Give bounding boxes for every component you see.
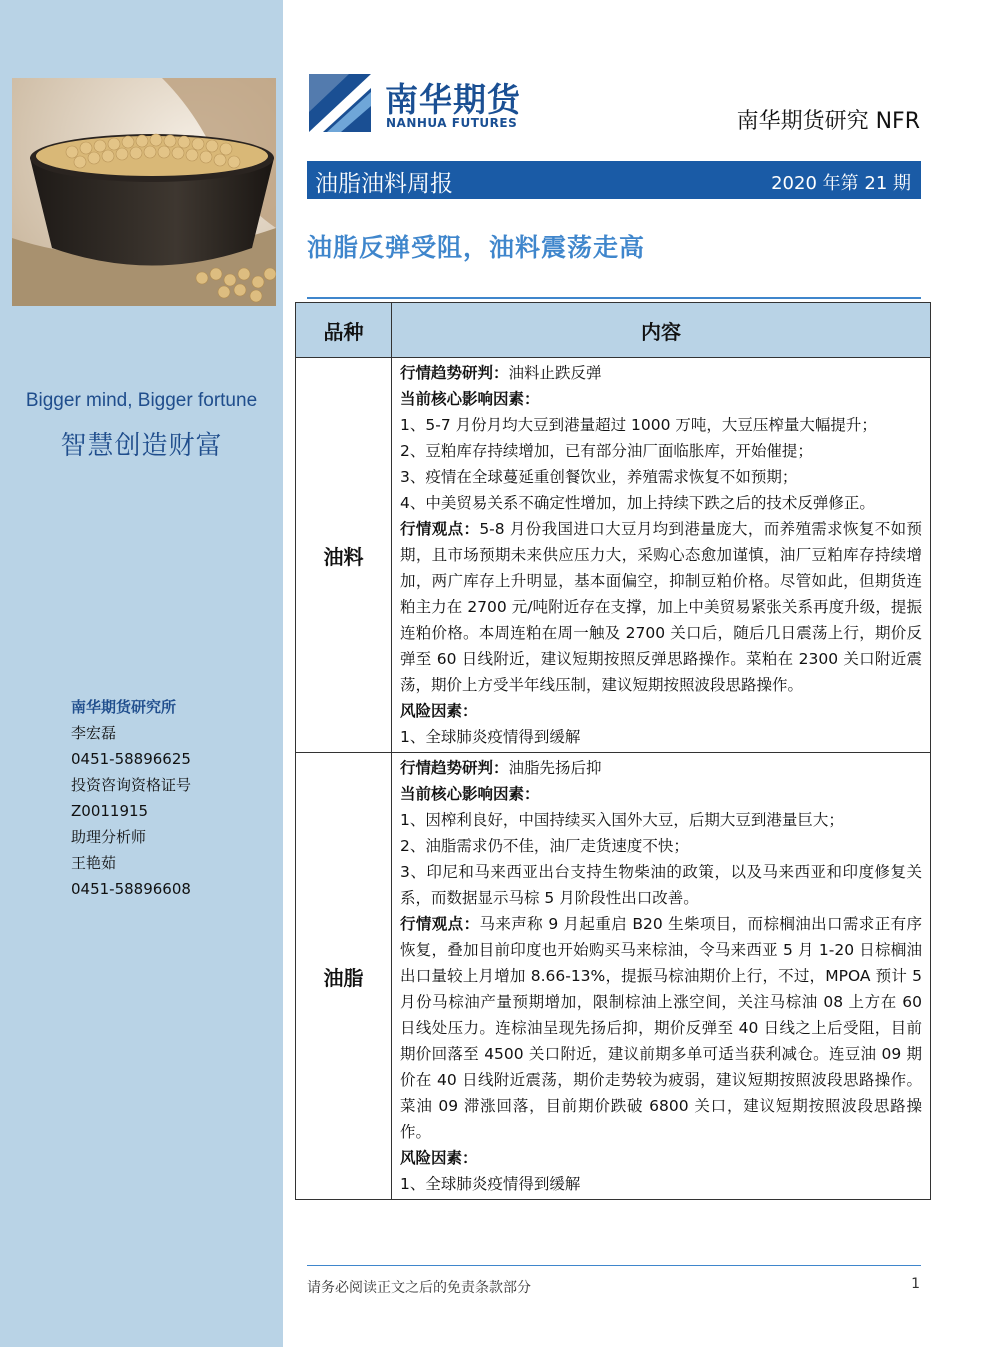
factor-item: 2、豆粕库存持续增加，已有部分油厂面临胀库，开始催提；	[400, 442, 813, 460]
factor-item: 2、油脂需求仍不佳，油厂走货速度不快；	[400, 837, 689, 855]
analyst-line: Z0011915	[71, 802, 149, 820]
content-cell	[392, 358, 931, 753]
analyst-line: 投资咨询资格证号	[71, 776, 192, 794]
trend-label: 行情趋势研判：	[400, 364, 509, 382]
view-text: 马来声称 9 月起重启 B20 生柴项目，而棕榈油出口需求正有序恢复，叠加目前印度也开始购买马来棕油，令马来西亚 5 月 1-20 日棕榈油出口量较上月增加 8.66-13%，提振马棕油期价上行，不过，MPOA 预计 5 月份马棕油产量预期增加，限制棕油上涨空间，关注马棕油 08 上方在 60 日线处压力。连棕油呈现先扬后抑，期价反弹至 40 日线之上后受阻，目前期价回落至 4500 关口附近，建议前期多单可适当获利减仓。连豆油 09 期价在 40 日线附近震荡，期价走势较为疲弱，建议短期按照波段思路操作。菜油 09 滞涨回落，目前期价跌破 6800 关口，建议短期按照波段思路操作。	[400, 915, 922, 1141]
view-paragraph	[400, 516, 922, 698]
divider	[307, 297, 921, 299]
trend-text: 油料止跌反弹	[508, 364, 602, 382]
disclaimer-note: 请务必阅读正文之后的免责条款部分	[307, 1280, 531, 1296]
summary-table	[295, 302, 931, 1200]
risk-label: 风险因素：	[400, 702, 478, 720]
content-cell	[392, 753, 931, 1200]
view-paragraph	[400, 911, 922, 1145]
risk-item: 1、全球肺炎疫情得到缓解	[400, 1175, 581, 1193]
analyst-line: 李宏磊	[71, 724, 117, 742]
report-title-bar	[307, 161, 921, 199]
trend-text: 油脂先扬后抑	[508, 759, 602, 777]
institute-name: 南华期货研究所	[71, 698, 177, 716]
factor-item: 1、因榨利良好，中国持续买入国外大豆，后期大豆到港量巨大；	[400, 811, 844, 829]
analyst-line: 助理分析师	[71, 828, 147, 846]
variety-cell: 油脂	[296, 753, 392, 1200]
org-name: 南华期货研究 NFR	[736, 109, 920, 134]
factor-item: 3、印尼和马来西亚出台支持生物柴油的政策，以及马来西亚和印度修复关系，而数据显示马棕 5 月阶段性出口改善。	[400, 863, 922, 907]
table-row	[296, 753, 931, 1200]
page-number: 1	[911, 1276, 920, 1292]
report-title: 油脂油料周报	[315, 171, 453, 197]
view-text: 5-8 月份我国进口大豆月均到港量庞大，而养殖需求恢复不如预期，且市场预期未来供应压力大，采购心态愈加谨慎，油厂豆粕库存持续增加，两广库存上升明显，基本面偏空，抑制豆粕价格。尽管如此，但期货连粕主力在 2700 元/吨附近存在支撑，加上中美贸易紧张关系再度升级，提振连粕价格。本周连粕在周一触及 2700 关口后，随后几日震荡上行，期价反弹至 60 日线附近，建议短期按照反弹思路操作。菜粕在 2300 关口附近震荡，期价上方受半年线压制，建议短期按照波段思路操作。	[400, 520, 922, 694]
analyst-line: 王艳茹	[71, 854, 117, 872]
slogan-english: Bigger mind, Bigger fortune	[25, 390, 258, 411]
factor-item: 1、5-7 月份月均大豆到港量超过 1000 万吨，大豆压榨量大幅提升；	[400, 416, 877, 434]
table-row	[296, 358, 931, 753]
factors-label: 当前核心影响因素：	[400, 390, 540, 408]
trend-line	[400, 360, 922, 386]
footer-divider	[307, 1265, 921, 1266]
soybean-photo	[12, 78, 276, 306]
column-header-content: 内容	[392, 303, 931, 358]
headline: 油脂反弹受阻，油料震荡走高	[307, 233, 646, 262]
view-label: 行情观点：	[400, 915, 480, 933]
analyst-info	[71, 694, 191, 902]
column-header-variety: 品种	[296, 303, 392, 358]
trend-line	[400, 755, 922, 781]
factor-item: 3、疫情在全球蔓延重创餐饮业，养殖需求恢复不如预期；	[400, 468, 798, 486]
table-header-row	[296, 303, 931, 358]
factors-label: 当前核心影响因素：	[400, 785, 540, 803]
analyst-line: 0451-58896625	[71, 750, 191, 768]
logo-text-chinese: 南华期货	[385, 80, 521, 119]
slogan-chinese: 智慧创造财富	[60, 431, 223, 461]
sidebar	[0, 0, 283, 1347]
view-label: 行情观点：	[400, 520, 480, 538]
soybean-bowl-image	[12, 78, 276, 306]
risk-item: 1、全球肺炎疫情得到缓解	[400, 728, 581, 746]
analyst-line: 0451-58896608	[71, 880, 191, 898]
risk-label: 风险因素：	[400, 1149, 478, 1167]
variety-cell: 油料	[296, 358, 392, 753]
issue-number: 2020 年第 21 期	[771, 173, 911, 194]
trend-label: 行情趋势研判：	[400, 759, 509, 777]
factor-item: 4、中美贸易关系不确定性增加，加上持续下跌之后的技术反弹修正。	[400, 494, 875, 512]
logo-text-english: NANHUA FUTURES	[386, 116, 518, 130]
